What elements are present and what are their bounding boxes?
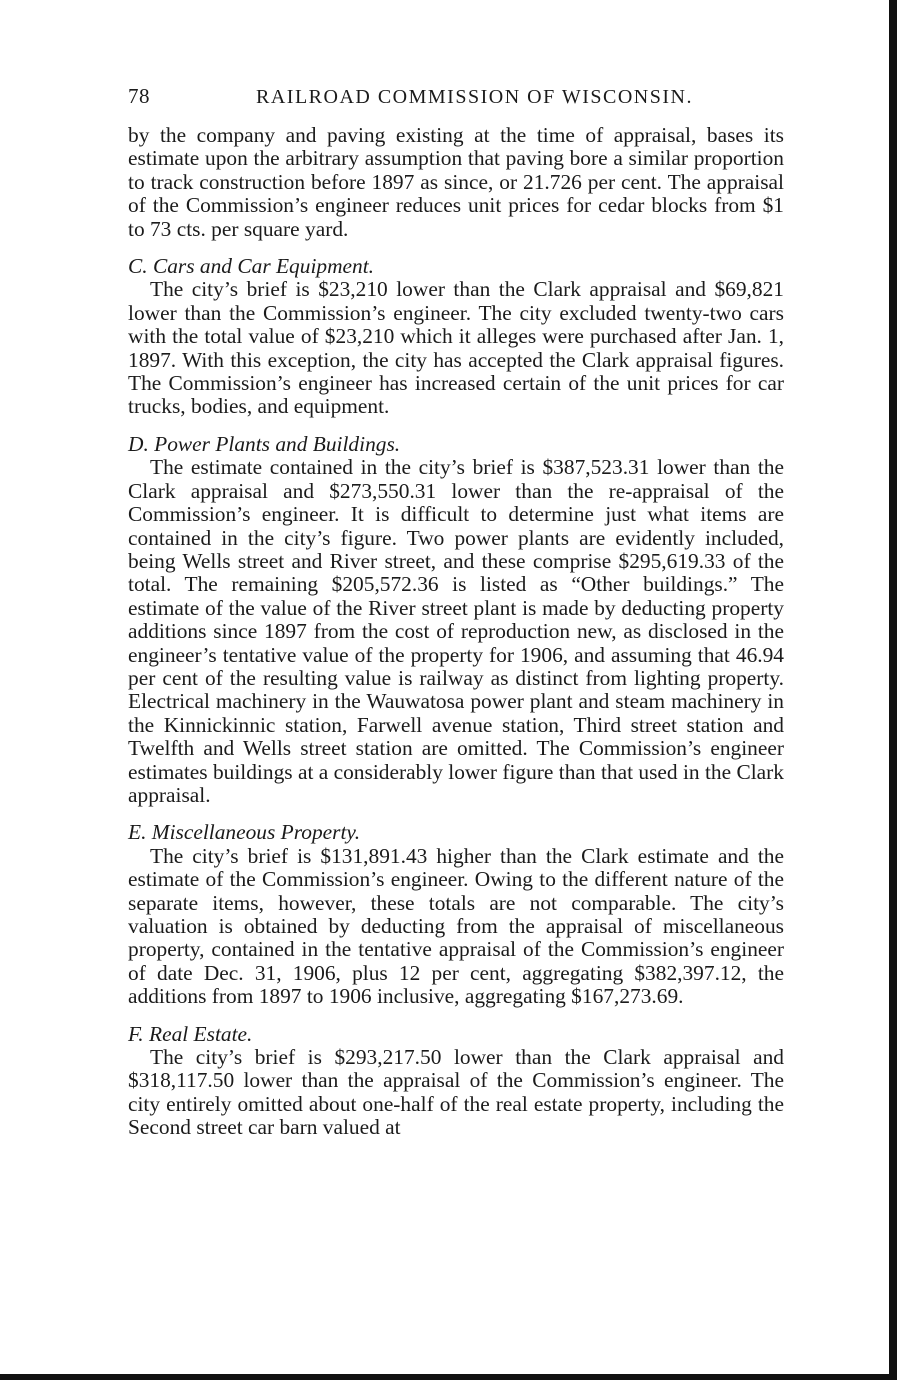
running-head: RAILROAD COMMISSION OF WISCONSIN.: [256, 86, 693, 108]
section-miscellaneous-property: [128, 821, 784, 1008]
section-heading: D. Power Plants and Buildings.: [128, 431, 401, 456]
section-power-plants-and-buildings: [128, 433, 784, 808]
section-heading: F. Real Estate.: [128, 1021, 253, 1046]
scan-edge-bottom: [0, 1374, 897, 1380]
section-body: The city’s brief is $293,217.50 lower than the Clark appraisal and $318,117.50 lower than the appraisal of the Commission’s engineer. The city entirely omitted about one-half of the real estate property, including the Second street car barn valued at: [128, 1045, 784, 1140]
page-number: 78: [128, 84, 150, 108]
section-gap: [128, 419, 784, 433]
page-header: [128, 84, 784, 124]
section-heading: C. Cars and Car Equipment.: [128, 254, 375, 279]
opening-paragraph: by the company and paving existing at the time of appraisal, bases its estimate upon the arbitrary assumption that paving bore a similar proportion to track construction before 1897 as since, or 21.726 per cent. The appraisal of the Commission’s engineer reduces unit prices for cedar blocks from $1 to 73 cts. per square yard.: [128, 123, 784, 241]
section-heading: E. Miscellaneous Property.: [128, 820, 361, 845]
scan-edge-right: [889, 0, 897, 1380]
section-body: The city’s brief is $23,210 lower than the Clark appraisal and $69,821 lower than the Commission’s engineer. The city excluded twenty-two cars with the total value of $23,210 which it alleges were purchased after Jan. 1, 1897. With this exception, the city has accepted the Clark appraisal figures. The Commission’s engineer has increased certain of the unit prices for car trucks, bodies, and equipment.: [128, 277, 784, 419]
document-page: [128, 84, 784, 1140]
section-gap: [128, 241, 784, 255]
section-body: The estimate contained in the city’s brief is $387,523.31 lower than the Clark appraisal and $273,550.31 lower than the re-appraisal of the Commission’s engineer. It is difficult to determine just what items are contained in the city’s figure. Two power plants are evidently included, being Wells street and River street, and these comprise $295,619.33 of the total. The remaining $205,572.36 is listed as “Other buildings.” The estimate of the value of the River street plant is made by deducting property additions since 1897 from the cost of reproduction new, as disclosed in the engineer’s tentative value of the property for 1906, and assuming that 46.94 per cent of the resulting value is railway as distinct from lighting property. Electrical machinery in the Wauwatosa power plant and steam machinery in the Kinnickinnic station, Farwell avenue station, Third street station and Twelfth and Wells street station are omitted. The Commission’s engineer estimates buildings at a considerably lower figure than that used in the Clark appraisal.: [128, 455, 784, 807]
section-body: The city’s brief is $131,891.43 higher than the Clark estimate and the estimate of the Commission’s engineer. Owing to the different nature of the separate items, however, these totals are not comparable. The city’s valuation is obtained by deducting from the appraisal of miscellaneous property, contained in the tentative appraisal of the Commission’s engineer of date Dec. 31, 1906, plus 12 per cent, aggregating $382,397.12, the additions from 1897 to 1906 inclusive, aggregating $167,273.69.: [128, 843, 784, 1009]
section-gap: [128, 807, 784, 821]
section-gap: [128, 1009, 784, 1023]
section-real-estate: [128, 1023, 784, 1140]
section-cars-and-car-equipment: [128, 255, 784, 419]
